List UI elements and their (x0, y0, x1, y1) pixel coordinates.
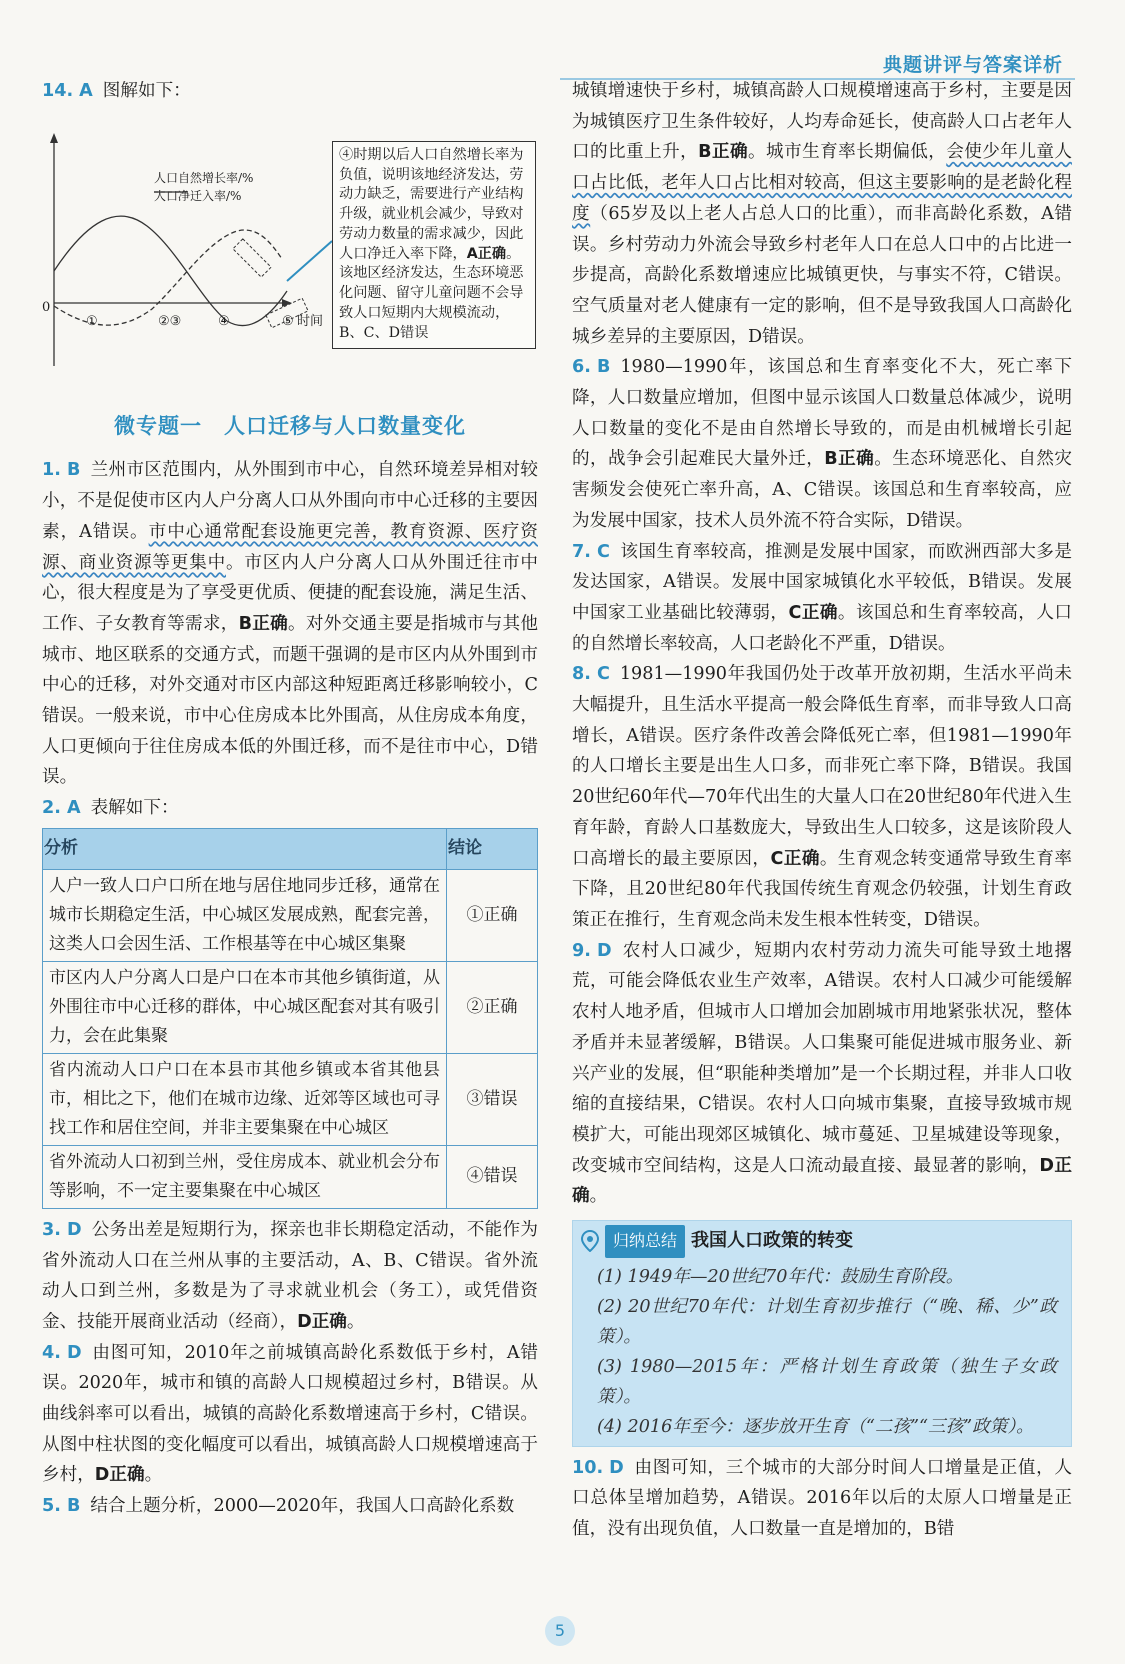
explanation-text: 该国生育率较高，推测是发展中国家，而欧洲西部大多是发达国家，A错误。发展中国家城镇化水平较低，B错误。发展中国家工业基础比较薄弱， (572, 541, 1072, 623)
explanation-text: （65岁及以上老人占总人口的比重），而非高龄化系数，A错误。乡村劳动力外流会导致乡村老年人口在总人口中的占比进一步提高，高龄化系数增速应比城镇更快，与事实不符，C错误。空气质量对老人健康有一定的影响，但不是导致我国人口高龄化城乡差异的主要原因，D错误。 (572, 203, 1072, 347)
note-text-2: 。该地区经济发达，生态环境恶化问题、留守儿童问题不会导致人口短期内大规模流动，B、C、D错误 (339, 245, 524, 341)
correct-mark: B正确 (238, 613, 289, 634)
summary-item: (3) 1980—2015年：严格计划生育政策（独生子女政策）。 (597, 1356, 1057, 1407)
q2 (42, 793, 538, 824)
answer-letter: C (596, 664, 610, 685)
table-cell-analysis: 市区内人户分离人口是户口在本市其他乡镇街道，从外围往市中心迁移的群体，中心城区配套对其有吸引力，会在此集聚 (43, 961, 447, 1053)
table-cell-conclusion: ③错误 (447, 1053, 538, 1145)
summary-item: (2) 20世纪70年代：计划生育初步推行（“晚、稀、少”政策）。 (597, 1296, 1057, 1347)
answer-letter: B (66, 1496, 81, 1517)
question-number: 7. (572, 541, 591, 562)
answer-letter: C (596, 541, 610, 562)
left-column (42, 76, 538, 1522)
underlined-text: 市中心通常配套设施更完善，教育资源、医疗资源、商业资源等更集中 (42, 521, 538, 573)
table-header-conclusion: 结论 (447, 828, 538, 869)
table-row (43, 1145, 538, 1208)
legend-net-migration: 人口净迁入率/% (154, 188, 242, 203)
location-pin-icon (579, 1230, 601, 1252)
summary-item: (4) 2016年至今：逐步放开生育（“二孩”“三孩”政策）。 (597, 1416, 1034, 1437)
q10 (572, 1453, 1072, 1545)
period-marker-5: ⑤ (282, 313, 294, 329)
correct-mark: C正确 (770, 848, 820, 869)
explanation-text: 1981—1990年我国仍处于改革开放初期，生活水平尚未大幅提升，且生活水平提高一般会降低生育率，而非导致人口高增长，A错误。医疗条件改善会降低死亡率，但1981—1990年的人口增长主要是出生人口多，而非死亡率下降，B错误。我国20世纪60年代—70年代出生的大量人口在20世纪80年代进入生育年龄，育龄人口基数庞大，导致出生人口较多，这是该阶段人口高增长的最主要原因， (572, 664, 1072, 869)
q5-start (42, 1491, 538, 1522)
question-number: 6. (572, 357, 591, 378)
q8 (572, 659, 1072, 935)
q14 (42, 76, 538, 107)
explanation-text: 结合上题分析，2000—2020年，我国人口高龄化系数 (90, 1496, 515, 1517)
y-axis-arrow (50, 133, 58, 143)
axis-zero-label: 0 (42, 299, 51, 315)
table-cell-analysis: 省内流动人口户口在本县市其他乡镇或本省其他县市，相比之下，他们在城市边缘、近郊等区域也可寻找工作和居住空间，并非主要集聚在中心城区 (43, 1053, 447, 1145)
summary-header (573, 1221, 1071, 1262)
legend-natural-growth: 人口自然增长率/% (154, 170, 254, 185)
note-text: ④时期以后人口自然增长率为负值，说明该地经济发达，劳动力缺乏，需要进行产业结构升级，就业机会减少，导致对劳动力数量的需求减少，因此人口净迁入率下降， (339, 146, 524, 262)
answer-letter: D (609, 1457, 624, 1478)
q9 (572, 936, 1072, 1212)
explanation-text: 。 (589, 1186, 608, 1207)
q3 (42, 1215, 538, 1338)
table-cell-conclusion: ①正确 (447, 869, 538, 961)
header-title: 典题讲评与答案详析 (882, 54, 1063, 76)
explanation-text: 农村人口减少，短期内农村劳动力流失可能导致土地撂荒，可能会降低农业生产效率，A错误。农村人口减少可能缓解农村人地矛盾，但城市人口增加会加剧城市用地紧张状况，整体矛盾并未显著缓解，B错误。人口集聚可能促进城市服务业、新兴产业的发展，但“职能种类增加”是一个长期过程，并非人口收缩的直接结果，C错误。农村人口向城市集聚，直接导致城市规模扩大，可能出现郊区城镇化、城市蔓延、卫星城建设等现象，改变城市空间结构，这是人口流动最直接、最显著的影响， (572, 940, 1072, 1176)
q5-continued (572, 76, 1072, 352)
explanation-text: 。该国总和生育率较高，人口的自然增长率较高，人口老龄化不严重，D错误。 (572, 602, 1072, 654)
explanation-text: 由图可知，2010年之前城镇高龄化系数低于乡村，A错误。2020年，城市和镇的高龄人口规模超过乡村，B错误。从曲线斜率可以看出，城镇的高龄化系数增速高于乡村，C错误。从图中柱状图的变化幅度可以看出，城镇高龄人口规模增速高于乡村， (42, 1342, 538, 1486)
explanation-text: 。对外交通主要是指城市与其他城市、地区联系的交通方式，而题干强调的是市区内从外围到市中心的迁移，对外交通对市区内部这种短距离迁移影响较小，C错误。一般来说，市中心住房成本比外围高，从住房成本角度，人口更倾向于往住房成本低的外围迁移，而不是往市中心，D错误。 (42, 613, 538, 788)
explanation-text: 。生育观念转变通常导致生育率下降，且20世纪80年代我国传统生育观念仍较强，计划生育政策正在推行，生育观念尚未发生根本性转变，D错误。 (572, 848, 1072, 930)
q14-explanation-box (332, 141, 536, 349)
answer-letter: D (66, 1219, 82, 1240)
correct-mark: D正确 (94, 1465, 145, 1486)
summary-box (572, 1220, 1072, 1447)
question-number: 4. (42, 1342, 61, 1363)
question-number: 2. (42, 798, 61, 819)
underlined-text: 会使少年儿童人口占比低，老年人口占比相对较高，但这主要影响的是老龄化程度 (572, 142, 1072, 224)
question-number: 10. (572, 1457, 604, 1478)
pointer-arrow (287, 241, 332, 281)
table-cell-analysis: 人户一致人口户口所在地与居住地同步迁移，通常在城市长期稳定生活，中心城区发展成熟，配套完善，这类人口会因生活、工作根基等在中心城区集聚 (43, 869, 447, 961)
period-marker-4: ④ (218, 313, 230, 329)
right-column (572, 76, 1072, 1545)
table-row (43, 1053, 538, 1145)
question-number: 9. (572, 940, 591, 961)
question-number: 14. (42, 81, 74, 101)
question-number: 3. (42, 1219, 61, 1240)
q4 (42, 1338, 538, 1492)
summary-tag: 归纳总结 (605, 1225, 685, 1258)
explanation-text: 兰州市区范围内，从外围到市中心，自然环境差异相对较小，不是促使市区内人户分离人口从外围向市中心迁移的主要因素，A错误。 (42, 460, 538, 542)
table-cell-conclusion: ②正确 (447, 961, 538, 1053)
correct-mark: B正确 (698, 142, 749, 163)
correct-mark: D正确 (572, 1155, 1072, 1207)
question-number: 8. (572, 664, 591, 685)
explanation-text: 。城市生育率长期偏低， (748, 142, 947, 163)
period-marker-1: ① (86, 313, 98, 329)
explanation-text: 由图可知，三个城市的大部分时间人口增量是正值，人口总体呈增加趋势，A错误。2016年以后的太原人口增量是正值，没有出现负值，人口数量一直是增加的，B错 (572, 1457, 1072, 1540)
table-cell-conclusion: ④错误 (447, 1145, 538, 1208)
summary-item: (1) 1949年—20世纪70年代：鼓励生育阶段。 (597, 1266, 964, 1287)
q6 (572, 352, 1072, 536)
explanation-text: 。生态环境恶化、自然灾害频发会使死亡率升高，A、C错误。该国总和生育率较高，应为发展中国家，技术人员外流不符合实际，D错误。 (572, 449, 1072, 531)
note-correct: A正确 (466, 245, 507, 262)
highlight-box-1 (233, 239, 271, 277)
x-axis-arrow (282, 299, 292, 307)
table-cell-analysis: 省外流动人口初到兰州，受住房成本、就业机会分布等影响，不一定主要集聚在中心城区 (43, 1145, 447, 1208)
answer-letter: B (596, 357, 611, 378)
explanation-text: 。 (144, 1465, 163, 1486)
answer-letter: A (66, 798, 81, 819)
question-lead: 表解如下： (90, 798, 179, 819)
question-lead: 图解如下： (102, 81, 191, 101)
table-row (43, 869, 538, 961)
explanation-text: 城镇增速快于乡村，城镇高龄人口规模增速高于乡村，主要是因为城镇医疗卫生条件较好，人均寿命延长，使高龄人口占老年人口的比重上升， (572, 81, 1072, 163)
page-number: 5 (545, 1616, 575, 1646)
explanation-text: 1980—1990年，该国总和生育率变化不大，死亡率下降，人口数量应增加，但图中显示该国人口数量总体减少，说明人口数量的变化不是由自然增长导致的，而是由机械增长引起的，战争会引起难民大量外迁， (572, 357, 1072, 470)
question-number: 1. (42, 460, 61, 481)
answer-letter: A (79, 81, 93, 101)
answer-letter: D (66, 1342, 82, 1363)
table-row (43, 961, 538, 1053)
topic-title: 微专题一 人口迁移与人口数量变化 (114, 413, 466, 438)
q7 (572, 537, 1072, 660)
correct-mark: D正确 (297, 1311, 347, 1332)
correct-mark: C正确 (788, 602, 838, 623)
answer-letter: D (596, 940, 612, 961)
axis-time-label: 时间 (297, 313, 324, 329)
question-number: 5. (42, 1496, 61, 1517)
q1 (42, 455, 538, 793)
q14-line-chart (42, 131, 332, 381)
summary-title: 我国人口政策的转变 (691, 1230, 854, 1252)
explanation-text: 。市区内人户分离人口从外围迁往市中心，很大程度是为了享受更优质、便捷的配套设施，满足生活、工作、子女教育等需求， (42, 552, 538, 634)
q2-analysis-table (42, 828, 538, 1209)
table-header-analysis: 分析 (43, 828, 447, 869)
q14-figure (42, 111, 538, 401)
period-marker-2-3: ②③ (158, 313, 182, 329)
explanation-text: 。 (346, 1311, 365, 1332)
correct-mark: B正确 (824, 449, 875, 470)
explanation-text: 公务出差是短期行为，探亲也非长期稳定活动，不能作为省外流动人口在兰州从事的主要活动，A、B、C错误。省外流动人口到兰州，多数是为了寻求就业机会（务工），或凭借资金、技能开展商业活动（经商）， (42, 1219, 538, 1332)
answer-letter: B (66, 460, 81, 481)
